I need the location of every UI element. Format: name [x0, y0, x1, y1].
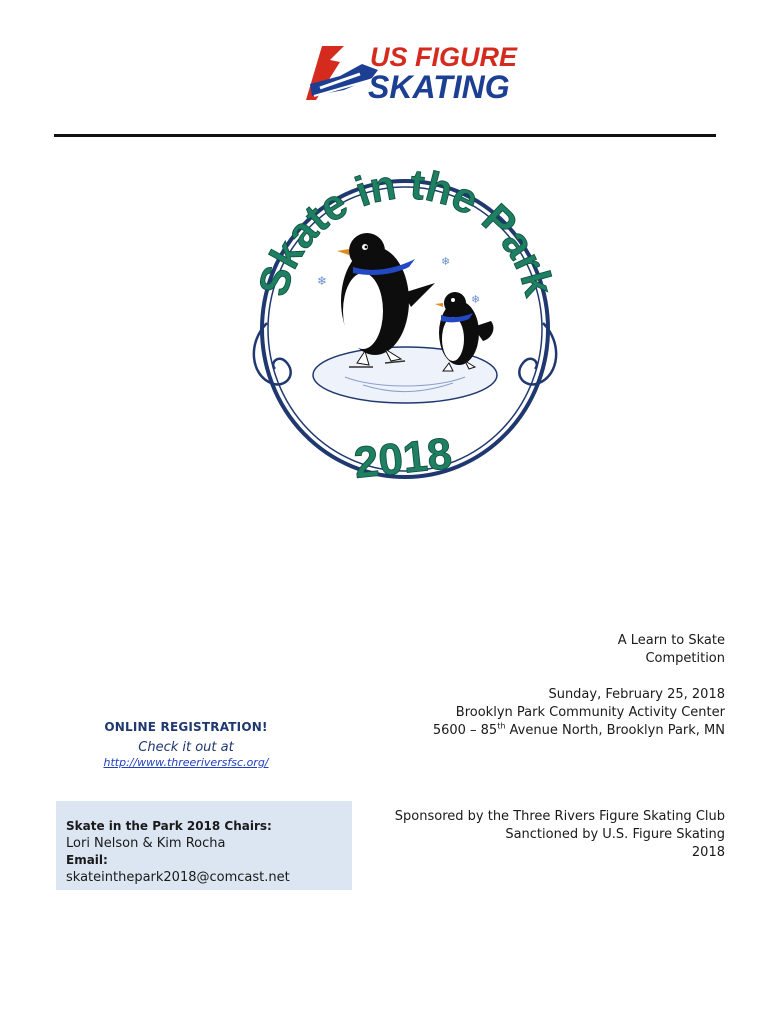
chairs-heading: Skate in the Park 2018 Chairs:: [66, 819, 272, 833]
svg-text:❄: ❄: [317, 274, 328, 288]
us-figure-skating-logo: [300, 40, 518, 105]
sponsor-line3: 2018: [691, 845, 725, 860]
event-address: 5600 – 85th Avenue North, Brooklyn Park, MN: [432, 721, 725, 738]
event-type-line1: A Learn to Skate: [617, 633, 725, 648]
event-details: [433, 686, 725, 740]
chairs-email-label: Email:: [66, 853, 108, 867]
skate-in-the-park-emblem: [245, 163, 565, 493]
horizontal-divider: [54, 134, 716, 137]
svg-text:❄: ❄: [471, 293, 481, 306]
sponsor-info: [395, 808, 725, 862]
event-date: Sunday, February 25, 2018: [548, 687, 725, 702]
chairs-names: Lori Nelson & Kim Rocha: [66, 836, 226, 851]
logo-line1: US FIGURE: [370, 42, 518, 72]
sponsor-line1: Sponsored by the Three Rivers Figure Skating Club: [394, 809, 725, 824]
svg-text:❄: ❄: [441, 255, 451, 268]
registration-link[interactable]: http://www.threeriversfsc.org/: [103, 756, 269, 769]
emblem-year: 2018: [351, 429, 455, 488]
event-venue: Brooklyn Park Community Activity Center: [455, 705, 725, 720]
registration-check: Check it out at: [138, 740, 234, 755]
chairs-email[interactable]: skateinthepark2018@comcast.net: [66, 870, 290, 885]
event-type-line2: Competition: [645, 651, 725, 666]
chairs-contact-box: [56, 801, 352, 890]
event-type: [618, 632, 725, 668]
logo-line2: SKATING: [368, 69, 510, 105]
registration-title: ONLINE REGISTRATION!: [104, 720, 268, 734]
sponsor-line2: Sanctioned by U.S. Figure Skating: [505, 827, 725, 842]
emblem-arc-title: Skate in the Park: [248, 163, 564, 301]
